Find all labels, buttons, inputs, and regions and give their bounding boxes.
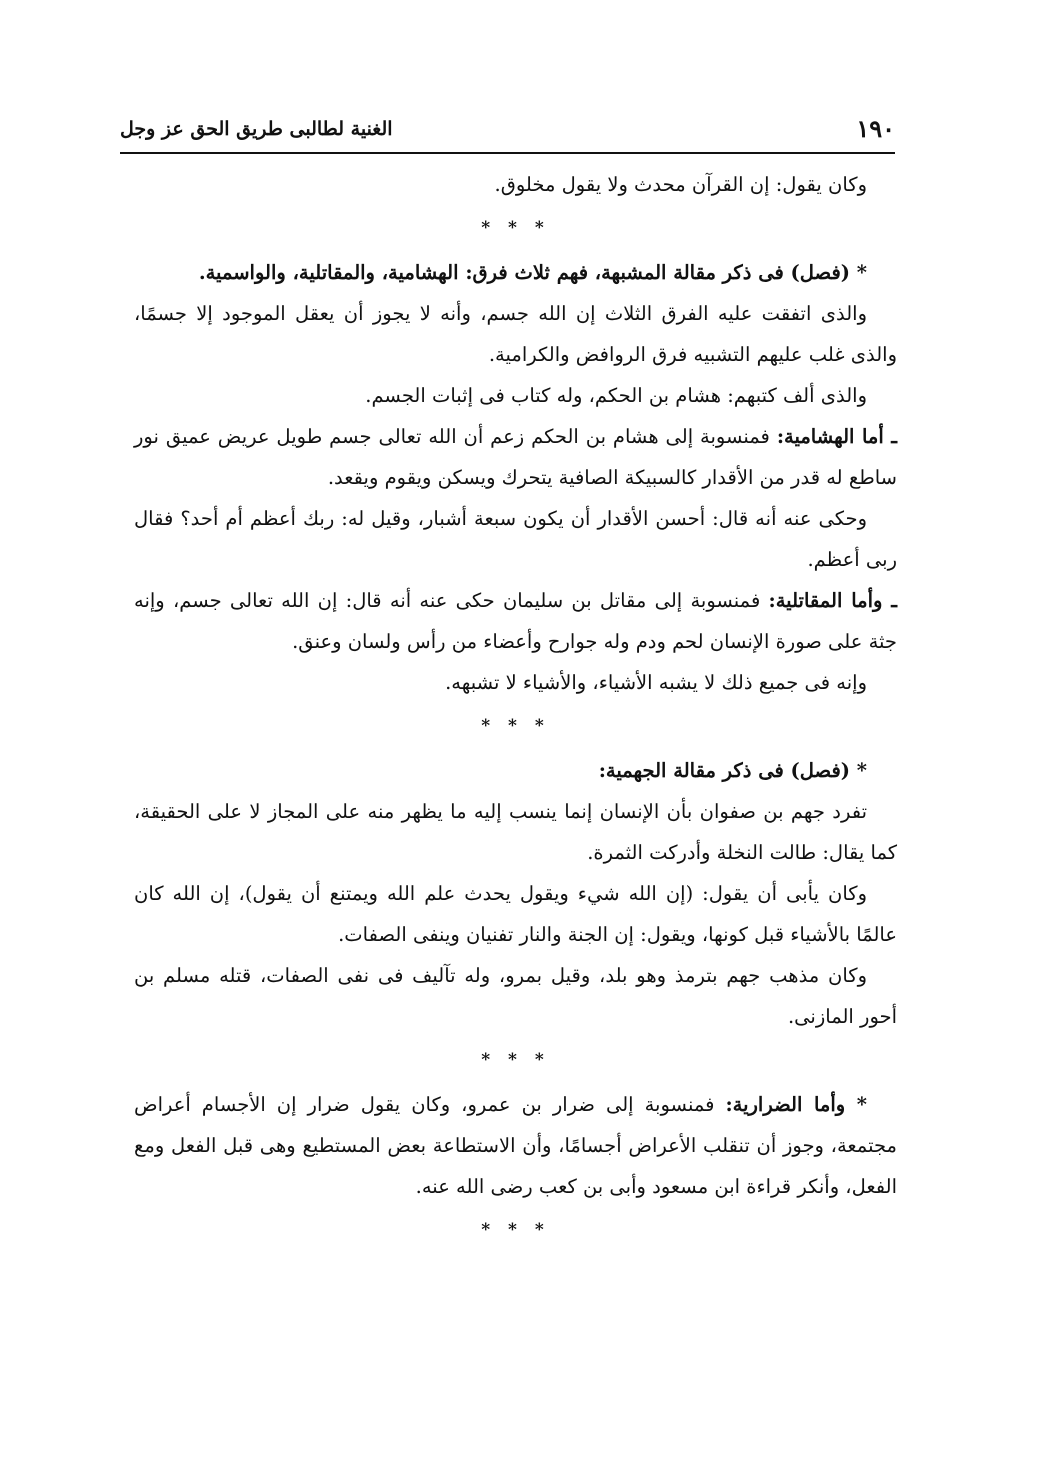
paragraph: وكان يقول: إن القرآن محدث ولا يقول مخلوق.: [494, 173, 867, 196]
paragraph: وإنه فى جميع ذلك لا يشبه الأشياء، والأشياء لا تشبهه.: [445, 671, 867, 694]
heading-text: * (فصل) فى ذكر مقالة الجهمية:: [598, 759, 867, 782]
lead-term: * وأما الضرارية:: [725, 1093, 867, 1116]
book-title: الغنية لطالبى طريق الحق عز وجل: [120, 118, 393, 140]
section-heading-jahmiya: [134, 750, 897, 791]
paragraph: وكان مذهب جهم بترمذ وهو بلد، وقيل بمرو، وله تآليف فى نفى الصفات، قتله مسلم بن أحور المازنى.: [134, 964, 897, 1028]
running-header: [120, 112, 895, 154]
paragraph: والذى اتفقت عليه الفرق الثلاث إن الله جسم، وأنه لا يجوز أن يعقل الموجود إلا جسمًا، والذى غلب عليهم التشبيه فرق الروافض والكرامية.: [134, 302, 897, 366]
paragraph-hishamiya: [134, 416, 897, 498]
paragraph-muqatiliya: [134, 580, 897, 662]
header-rule: [120, 152, 895, 154]
page-number: ١٩٠: [856, 114, 895, 143]
paragraph-dirariya: [134, 1084, 897, 1207]
heading-text: * (فصل) فى ذكر مقالة المشبهة، فهم ثلاث فرق: الهشامية، والمقاتلية، والواسمية.: [198, 261, 867, 284]
paragraph-text: فمنسوبة إلى هشام بن الحكم زعم أن الله تعالى جسم طويل عريض عميق نور ساطع له قدر من الأقدار كالسبيكة الصافية يتحرك ويسكن ويقوم ويقعد.: [134, 425, 897, 489]
page-body: [134, 164, 897, 1334]
section-separator: * * *: [481, 1050, 550, 1070]
section-separator: * * *: [481, 1220, 550, 1240]
paragraph: وحكى عنه أنه قال: أحسن الأقدار أن يكون سبعة أشبار، وقيل له: ربك أعظم أم أحد؟ فقال ربى أعظم.: [134, 507, 897, 571]
lead-term: ـ وأما المقاتلية:: [768, 589, 897, 612]
paragraph-text: فمنسوبة إلى ضرار بن عمرو، وكان يقول ضرار إن الأجسام أعراض مجتمعة، وجوز أن تنقلب الأعراض أجسامًا، وأن الاستطاعة بعض المستطيع وهى قبل الفعل ومع الفعل، وأنكر قراءة ابن مسعود وأبى بن كعب رضى الله عنه.: [134, 1093, 897, 1198]
paragraph: والذى ألف كتبهم: هشام بن الحكم، وله كتاب فى إثبات الجسم.: [365, 384, 867, 407]
section-separator: * * *: [481, 218, 550, 238]
paragraph-text: فمنسوبة إلى مقاتل بن سليمان حكى عنه أنه قال: إن الله تعالى جسم، وإنه جثة على صورة الإنسان لحم ودم وله جوارح وأعضاء من رأس ولسان وعنق.: [134, 589, 897, 653]
section-separator: * * *: [481, 716, 550, 736]
paragraph: تفرد جهم بن صفوان بأن الإنسان إنما ينسب إليه ما يظهر منه على المجاز لا على الحقيقة، كما يقال: طالت النخلة وأدركت الثمرة.: [134, 800, 897, 864]
paragraph: وكان يأبى أن يقول: (إن الله شيء ويقول يحدث علم الله ويمتنع أن يقول)، إن الله كان عالمًا بالأشياء قبل كونها، ويقول: إن الجنة والنار تفنيان وينفى الصفات.: [134, 882, 897, 946]
lead-term: ـ أما الهشامية:: [776, 425, 898, 448]
section-heading-mushabbiha: [134, 252, 897, 293]
